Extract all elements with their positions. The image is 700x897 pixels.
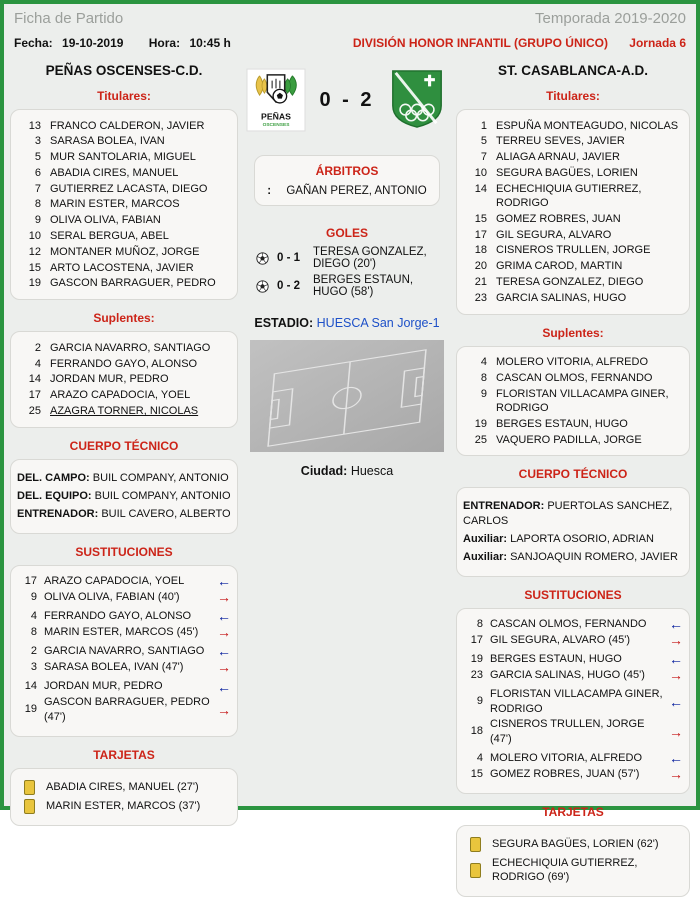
stadium-label: ESTADIO: [254, 316, 314, 330]
stadium-line [246, 316, 448, 330]
player-number: 14 [474, 182, 487, 195]
player-name: TERESA GONZALEZ, DIEGO [496, 275, 644, 288]
away-goals: 2 [360, 88, 375, 111]
player-row [17, 388, 231, 402]
away-suplentes-list [456, 346, 690, 457]
stadium-link[interactable]: HUESCA San Jorge-1 [316, 316, 440, 330]
player-number: 17 [28, 389, 41, 402]
away-titulares-heading: Titulares: [546, 89, 600, 103]
player-number: 15 [470, 767, 483, 780]
staff-row [17, 507, 231, 521]
player-row [463, 291, 683, 305]
player-row [17, 372, 231, 386]
player-number: 2 [30, 645, 37, 658]
jornada-label: Jornada 6 [629, 36, 686, 50]
player-row [463, 259, 683, 273]
page-title: Ficha de Partido [14, 10, 124, 27]
sub-out-arrow-icon: → [669, 765, 683, 782]
goal-scorer: TERESA GONZALEZ, DIEGO (20') [313, 246, 427, 270]
staff-role: ENTRENADOR: [463, 500, 545, 513]
player-name: GARCIA SALINAS, HUGO [496, 291, 627, 304]
goal-score: 0 - 1 [277, 252, 301, 264]
final-score [319, 89, 374, 112]
player-name: SEGURA BAGÜES, LORIEN [496, 166, 638, 179]
stadium-photo [250, 340, 444, 452]
home-staff-heading: CUERPO TÉCNICO [69, 438, 179, 453]
sub-in-arrow-icon: ← [669, 616, 683, 633]
home-subs-heading: SUSTITUCIONES [75, 544, 173, 559]
player-name: GASCON BARRAGUER, PEDRO (47') [44, 696, 210, 723]
player-name: FERRANDO GAYO, ALONSO [50, 357, 198, 370]
date-time [14, 36, 253, 50]
player-row [17, 341, 231, 355]
away-substitutions-list [456, 608, 690, 794]
home-goals: 0 [319, 88, 334, 111]
fecha-label: Fecha: [14, 36, 53, 50]
player-name: CASCAN OLMOS, FERNANDO [496, 371, 653, 384]
away-cards-list [456, 825, 690, 897]
sub-in-arrow-icon: ← [669, 651, 683, 668]
player-number: 8 [480, 371, 487, 384]
home-titulares-heading: Titulares: [97, 89, 151, 103]
player-number: 5 [34, 151, 41, 164]
player-row [17, 134, 231, 148]
player-number: 9 [34, 214, 41, 227]
player-number: 8 [476, 618, 483, 631]
player-name: ARTO LACOSTENA, JAVIER [50, 261, 194, 274]
staff-name: SANJOAQUIN ROMERO, JAVIER [510, 551, 678, 564]
referee-prefix: : [267, 185, 272, 197]
player-row [17, 404, 231, 418]
away-staff-heading: CUERPO TÉCNICO [518, 467, 628, 482]
player-name: SEGURA BAGÜES, LORIEN (62') [492, 838, 659, 851]
player-number: 10 [474, 166, 487, 179]
player-name: GUTIERREZ LACASTA, DIEGO [50, 182, 208, 195]
meta-bar [4, 29, 696, 53]
ball-icon [256, 252, 269, 265]
svg-text:PEÑAS: PEÑAS [261, 111, 292, 122]
player-row [17, 197, 231, 211]
substitution-row [463, 633, 683, 647]
player-name: FLORISTAN VILLACAMPA GINER, RODRIGO [490, 688, 663, 715]
substitution-row [17, 644, 231, 658]
player-number: 18 [474, 244, 487, 257]
player-row [463, 119, 683, 133]
referees-box [254, 155, 440, 206]
home-suplentes-list [10, 331, 238, 427]
sub-in-arrow-icon: ← [669, 750, 683, 767]
player-row [463, 433, 683, 447]
player-number: 23 [470, 668, 483, 681]
sub-out-arrow-icon: → [669, 631, 683, 648]
score-row [246, 69, 448, 131]
player-name: SARASA BOLEA, IVAN (47') [44, 661, 184, 674]
player-number: 17 [470, 633, 483, 646]
player-number: 1 [480, 119, 487, 132]
player-row [463, 150, 683, 164]
player-number: 4 [30, 610, 37, 623]
player-name: ECHECHIQUIA GUTIERREZ, RODRIGO [496, 182, 642, 209]
player-row [463, 182, 683, 211]
player-number: 20 [474, 260, 487, 273]
player-row [463, 387, 683, 416]
substitution-row [463, 668, 683, 682]
yellow-card-icon [470, 863, 481, 878]
player-name: GARCIA NAVARRO, SANTIAGO [44, 645, 205, 658]
yellow-card-icon [470, 837, 481, 852]
city-line [246, 464, 448, 478]
home-substitutions-list [10, 565, 238, 737]
player-name: BERGES ESTAUN, HUGO [496, 417, 628, 430]
player-name: JORDAN MUR, PEDRO [44, 680, 163, 693]
player-name: ARAZO CAPADOCIA, YOEL [50, 389, 191, 402]
player-number: 3 [30, 661, 37, 674]
substitution-row [463, 767, 683, 781]
player-number: 4 [476, 751, 483, 764]
away-titulares-list [456, 109, 690, 315]
home-cards-heading: TARJETAS [93, 747, 155, 762]
substitution-row [17, 695, 231, 724]
title-bar [4, 4, 696, 29]
player-number: 23 [474, 291, 487, 304]
player-name: ABADIA CIRES, MANUEL [50, 166, 179, 179]
player-name: SERAL BERGUA, ABEL [50, 230, 169, 243]
player-number: 8 [34, 198, 41, 211]
player-number: 9 [480, 387, 487, 400]
player-row [17, 261, 231, 275]
player-number: 25 [474, 433, 487, 446]
division-label: DIVISIÓN HONOR INFANTIL (GRUPO ÚNICO) [352, 36, 608, 50]
referee-row [259, 185, 435, 197]
sub-in-arrow-icon: ← [217, 678, 231, 695]
sub-in-arrow-icon: ← [217, 573, 231, 590]
staff-role: Auxiliar: [463, 532, 508, 545]
player-row [463, 228, 683, 242]
player-name: CISNEROS TRULLEN, JORGE [496, 244, 651, 257]
sub-out-arrow-icon: → [217, 589, 231, 606]
player-row [463, 355, 683, 369]
away-cards-heading: TARJETAS [542, 805, 604, 819]
goal-score: 0 - 2 [277, 280, 301, 292]
player-number: 15 [28, 261, 41, 274]
player-row [463, 275, 683, 289]
goal-scorer: BERGES ESTAUN, HUGO (58') [313, 274, 414, 298]
substitution-row [17, 590, 231, 604]
yellow-card-icon [24, 799, 35, 814]
home-staff-list [10, 459, 238, 534]
substitution-row [17, 609, 231, 623]
player-name: SARASA BOLEA, IVAN [50, 135, 165, 148]
home-suplentes-heading: Suplentes: [93, 311, 155, 326]
referee-name: GAÑAN PEREZ, ANTONIO [286, 185, 427, 197]
player-name: FRANCO CALDERON, JAVIER [50, 119, 205, 132]
ball-icon [256, 280, 269, 293]
player-name: FLORISTAN VILLACAMPA GINER, RODRIGO [496, 387, 669, 414]
staff-name: BUIL CAVERO, ALBERTO [101, 508, 231, 521]
player-name: GARCIA NAVARRO, SANTIAGO [50, 341, 211, 354]
player-name: OLIVA OLIVA, FABIAN (40') [44, 590, 180, 603]
staff-role: DEL. EQUIPO: [17, 490, 92, 503]
player-name: CISNEROS TRULLEN, JORGE (47') [490, 718, 645, 745]
player-name: VAQUERO PADILLA, JORGE [496, 433, 642, 446]
player-name: MOLERO VITORIA, ALFREDO [490, 751, 642, 764]
goal-row [256, 274, 448, 298]
sub-in-arrow-icon: ← [217, 608, 231, 625]
substitution-row [463, 652, 683, 666]
home-team-name: PEÑAS OSCENSES-C.D. [45, 63, 203, 78]
sub-in-arrow-icon: ← [669, 693, 683, 710]
player-row [463, 212, 683, 226]
player-name: MUR SANTOLARIA, MIGUEL [50, 151, 196, 164]
player-number: 4 [480, 356, 487, 369]
card-row [17, 780, 231, 795]
player-name: GIL SEGURA, ALVARO (45') [490, 633, 631, 646]
player-name: FERRANDO GAYO, ALONSO [44, 610, 192, 623]
player-row [17, 119, 231, 133]
fecha-value: 19-10-2019 [62, 36, 124, 50]
card-row [17, 799, 231, 814]
player-number: 19 [474, 417, 487, 430]
away-suplentes-heading: Suplentes: [542, 325, 604, 340]
player-number: 4 [34, 357, 41, 370]
player-number: 7 [480, 151, 487, 164]
staff-row [463, 550, 683, 564]
player-row [463, 134, 683, 148]
player-name: BERGES ESTAUN, HUGO [490, 653, 622, 666]
home-titulares-list [10, 109, 238, 300]
player-row [17, 166, 231, 180]
away-team-logo [389, 69, 447, 131]
sub-out-arrow-icon: → [217, 701, 231, 718]
player-name: ESPUÑA MONTEAGUDO, NICOLAS [496, 119, 679, 132]
city-value: Huesca [350, 464, 394, 478]
player-number: 3 [34, 135, 41, 148]
sub-out-arrow-icon: → [669, 667, 683, 684]
player-number: 9 [476, 695, 483, 708]
city-label: Ciudad: [300, 464, 348, 478]
away-team-name: ST. CASABLANCA-A.D. [498, 63, 648, 78]
player-name: MOLERO VITORIA, ALFREDO [496, 356, 648, 369]
staff-role: Auxiliar: [463, 551, 508, 564]
staff-role: ENTRENADOR: [17, 508, 99, 521]
player-name: MARIN ESTER, MARCOS [50, 198, 180, 211]
player-name: OLIVA OLIVA, FABIAN [50, 214, 161, 227]
player-name: GOMEZ ROBRES, JUAN (57') [490, 767, 640, 780]
svg-text:OSCENSES: OSCENSES [263, 123, 290, 129]
goal-row [256, 246, 448, 270]
player-row [463, 371, 683, 385]
hora-label: Hora: [148, 36, 181, 50]
player-number: 2 [34, 341, 41, 354]
staff-name: BUIL COMPANY, ANTONIO [92, 471, 229, 484]
player-number: 25 [28, 404, 41, 417]
player-name: GOMEZ ROBRES, JUAN [496, 212, 621, 225]
player-name: GRIMA CAROD, MARTIN [496, 260, 623, 273]
player-name: GASCON BARRAGUER, PEDRO [50, 277, 216, 290]
staff-row [17, 471, 231, 485]
home-team-column [10, 53, 238, 826]
sub-out-arrow-icon: → [217, 659, 231, 676]
referees-heading: ÁRBITROS [315, 164, 379, 178]
player-number: 13 [28, 119, 41, 132]
player-name: ARAZO CAPADOCIA, YOEL [44, 575, 185, 588]
player-row [17, 182, 231, 196]
player-name: ABADIA CIRES, MANUEL (27') [46, 781, 199, 794]
substitution-row [17, 679, 231, 693]
player-number: 14 [28, 373, 41, 386]
substitution-row [463, 751, 683, 765]
player-number: 5 [480, 135, 487, 148]
player-name: GIL SEGURA, ALVARO [496, 228, 612, 241]
player-name: MARIN ESTER, MARCOS (37') [46, 800, 201, 813]
substitution-row [463, 617, 683, 631]
card-row [463, 856, 683, 885]
center-column [242, 53, 452, 478]
staff-row [463, 499, 683, 528]
goals-heading: GOLES [325, 226, 368, 240]
player-row [17, 229, 231, 243]
home-cards-list [10, 768, 238, 826]
staff-role: DEL. CAMPO: [17, 471, 90, 484]
staff-row [463, 532, 683, 546]
player-number: 17 [474, 228, 487, 241]
goals-list [246, 246, 448, 298]
yellow-card-icon [24, 780, 35, 795]
substitution-row [17, 574, 231, 588]
player-row [463, 417, 683, 431]
player-number: 17 [24, 575, 37, 588]
substitution-row [17, 660, 231, 674]
card-row [463, 837, 683, 852]
player-name: CASCAN OLMOS, FERNANDO [490, 618, 647, 631]
season-label: Temporada 2019-2020 [535, 10, 686, 27]
player-number: 21 [474, 275, 487, 288]
sub-out-arrow-icon: → [217, 624, 231, 641]
player-name: MARIN ESTER, MARCOS (45') [44, 626, 199, 639]
staff-name: BUIL COMPANY, ANTONIO [94, 490, 231, 503]
competition [353, 36, 686, 50]
staff-row [17, 489, 231, 503]
player-number: 6 [34, 166, 41, 179]
player-number: 7 [34, 182, 41, 195]
player-row [463, 243, 683, 257]
player-name: AZAGRA TORNER, NICOLAS [50, 404, 199, 417]
sub-in-arrow-icon: ← [217, 643, 231, 660]
away-subs-heading: SUSTITUCIONES [524, 587, 622, 602]
player-number: 15 [474, 212, 487, 225]
player-number: 18 [470, 725, 483, 738]
substitution-row [463, 717, 683, 746]
sub-out-arrow-icon: → [669, 723, 683, 740]
home-team-logo [247, 69, 305, 131]
player-name: ECHECHIQUIA GUTIERREZ, RODRIGO (69') [492, 857, 638, 884]
player-number: 12 [28, 245, 41, 258]
away-staff-list [456, 487, 690, 576]
player-row [17, 276, 231, 290]
player-name: GARCIA SALINAS, HUGO (45') [490, 668, 645, 681]
hora-value: 10:45 h [189, 36, 231, 50]
player-row [17, 357, 231, 371]
player-name: JORDAN MUR, PEDRO [50, 373, 169, 386]
player-name: MONTANER MUÑOZ, JORGE [50, 245, 200, 258]
staff-name: PUERTOLAS SANCHEZ, CARLOS [463, 500, 673, 527]
player-row [17, 213, 231, 227]
player-number: 19 [28, 277, 41, 290]
player-number: 8 [30, 626, 37, 639]
player-number: 10 [28, 230, 41, 243]
away-team-column [456, 53, 690, 897]
player-number: 14 [24, 680, 37, 693]
player-number: 19 [470, 653, 483, 666]
player-row [463, 166, 683, 180]
player-row [17, 245, 231, 259]
substitution-row [17, 625, 231, 639]
substitution-row [463, 687, 683, 716]
player-row [17, 150, 231, 164]
player-number: 9 [30, 590, 37, 603]
staff-name: LAPORTA OSORIO, ADRIAN [510, 532, 654, 545]
player-name: ALIAGA ARNAU, JAVIER [496, 151, 620, 164]
player-number: 19 [24, 703, 37, 716]
score-separator: - [342, 88, 352, 111]
player-name: TERREU SEVES, JAVIER [496, 135, 625, 148]
